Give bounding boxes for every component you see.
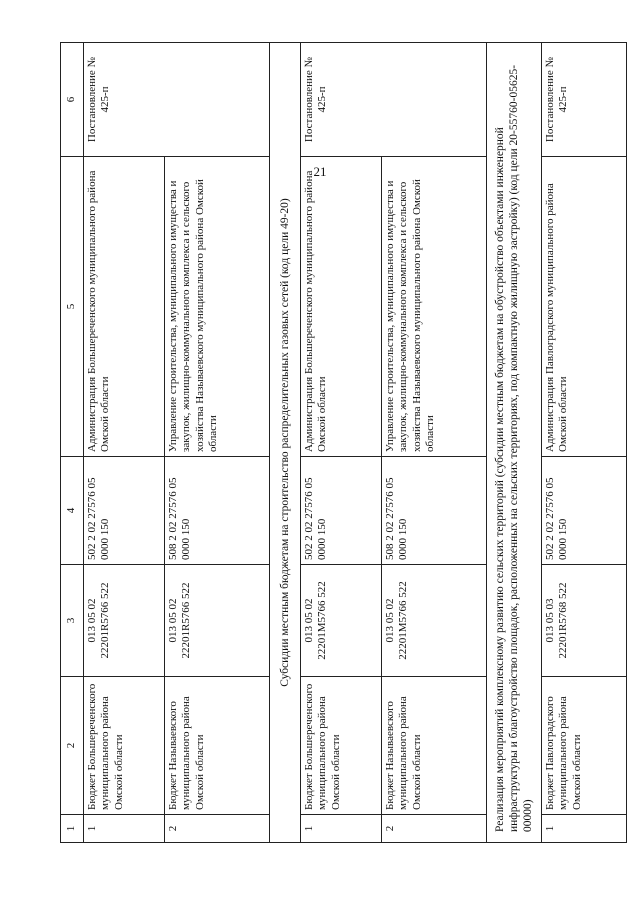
section-title: Реализация мероприятий комплексному развитию сельских территорий (субсидии местным бюджетам на обустройство объектами инженерной инфраструктуры и благоустройство площадок, расположенных на сельских территориях, под компактную жилищную застройку) (код цели 20-55760-05625-00000) bbox=[487, 43, 542, 843]
code-line: 013 05 02 bbox=[167, 598, 179, 643]
table-row bbox=[542, 43, 627, 843]
row-number: 1 bbox=[542, 815, 627, 843]
budget-table bbox=[60, 42, 627, 843]
code-cell bbox=[382, 565, 487, 677]
budget-cell: Бюджет Павлоградского муниципального района Омской области bbox=[542, 677, 627, 815]
code-cell bbox=[301, 565, 382, 677]
code-line: 013 05 02 bbox=[384, 598, 397, 643]
code-line: 013 05 02 bbox=[86, 598, 98, 643]
row-number: 1 bbox=[84, 815, 165, 843]
document-cell: Постановление № 425-п bbox=[542, 43, 627, 157]
col-header: 6 bbox=[61, 43, 84, 157]
code-line: 22201R5766 522 bbox=[99, 582, 112, 659]
administrator-cell: Управление строительства, муниципального имущества и закупок, жилищно-коммунального комплекса и сельского хозяйства Называевского муниципального района Омской области bbox=[165, 157, 270, 457]
code-cell bbox=[542, 565, 627, 677]
administrator-cell: Администрация Большереченского муниципального района Омской области bbox=[84, 157, 165, 457]
col-header: 2 bbox=[61, 677, 84, 815]
kbk-cell: 502 2 02 27576 05 0000 150 bbox=[542, 457, 627, 565]
col-header: 4 bbox=[61, 457, 84, 565]
kbk-cell: 502 2 02 27576 05 0000 150 bbox=[84, 457, 165, 565]
budget-cell: Бюджет Называевского муниципального района Омской области bbox=[165, 677, 270, 815]
administrator-cell: Администрация Павлоградского муниципального района Омской области bbox=[542, 157, 627, 457]
code-line: 22201R5768 522 bbox=[557, 582, 570, 659]
table-row bbox=[84, 43, 165, 843]
kbk-cell: 508 2 02 27576 05 0000 150 bbox=[382, 457, 487, 565]
col-header: 5 bbox=[61, 157, 84, 457]
section-title: Субсидии местным бюджетам на строительство распределительных газовых сетей (код цели 49-20) bbox=[270, 43, 301, 843]
budget-cell: Бюджет Называевского муниципального района Омской области bbox=[382, 677, 487, 815]
budget-cell: Бюджет Большереченского муниципального района Омской области bbox=[301, 677, 382, 815]
row-number: 2 bbox=[382, 815, 487, 843]
page-number: 21 bbox=[313, 164, 327, 179]
header-row bbox=[61, 43, 84, 843]
col-header: 1 bbox=[61, 815, 84, 843]
kbk-cell: 508 2 02 27576 05 0000 150 bbox=[165, 457, 270, 565]
table-row bbox=[165, 43, 270, 843]
code-line: 013 05 03 bbox=[544, 598, 557, 643]
rotated-table-page bbox=[60, 43, 583, 843]
code-cell bbox=[165, 565, 270, 677]
table-row bbox=[382, 43, 487, 843]
row-number: 1 bbox=[301, 815, 382, 843]
administrator-cell: Управление строительства, муниципального имущества и закупок, жилищно-коммунального комплекса и сельского хозяйства Называевского муниципального района Омской области bbox=[382, 157, 487, 457]
section-heading-row bbox=[487, 43, 542, 843]
document-cell: Постановление № 425-п bbox=[84, 43, 270, 157]
code-line: 22201M5766 522 bbox=[397, 581, 410, 660]
kbk-cell: 502 2 02 27576 05 0000 150 bbox=[301, 457, 382, 565]
code-line: 013 05 02 bbox=[303, 598, 316, 643]
document-cell: Постановление № 425-п bbox=[301, 43, 487, 157]
code-cell bbox=[84, 565, 165, 677]
row-number: 2 bbox=[165, 815, 270, 843]
code-line: 22201M5766 522 bbox=[316, 581, 329, 660]
col-header: 3 bbox=[61, 565, 84, 677]
administrator-cell: Администрация Большереченского муниципального района Омской области bbox=[301, 157, 382, 457]
code-line: 22201R5766 522 bbox=[180, 582, 193, 659]
section-heading-row bbox=[270, 43, 301, 843]
table-row bbox=[301, 43, 382, 843]
budget-cell: Бюджет Большереченского муниципального района Омской области bbox=[84, 677, 165, 815]
